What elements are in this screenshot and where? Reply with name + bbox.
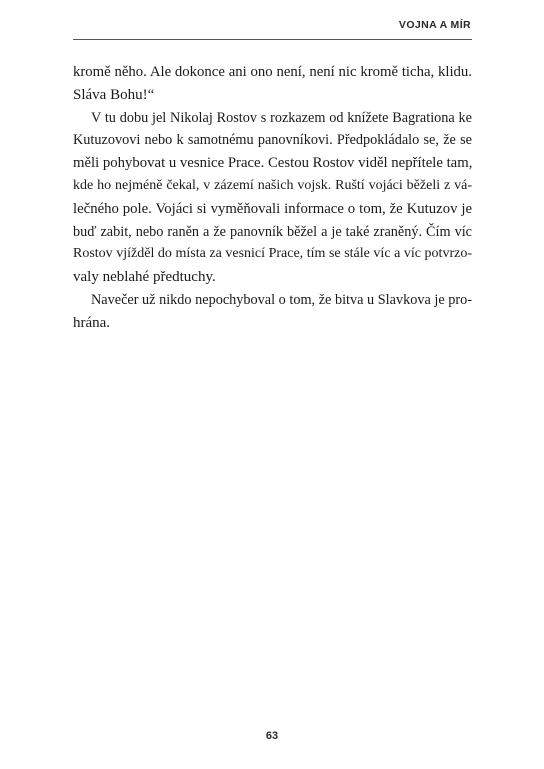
text-line: měli pohybovat u vesnice Prace. Cestou Rostov viděl nepřítele tam, — [73, 155, 473, 172]
running-head-title: VOJNA A MÍR — [398, 19, 471, 31]
text-line: valy neblahé předtuchy. — [73, 269, 216, 286]
body-text — [73, 61, 472, 335]
text-line: kromě něho. Ale dokonce ani ono není, není nic kromě ticha, klidu. — [73, 64, 472, 80]
text-line: Navečer už nikdo nepochyboval o tom, že bitva u Slavkova je pro- — [91, 291, 472, 308]
text-line: Sláva Bohu!“ — [73, 86, 155, 103]
text-line: kde ho nejméně čekal, v zázemí našich vojsk. Ruští vojáci běželi z vá- — [73, 177, 472, 193]
text-line: V tu dobu jel Nikolaj Rostov s rozkazem od knížete Bagrationa ke — [91, 109, 472, 126]
header-rule — [73, 39, 472, 40]
text-line: Rostov vjížděl do místa za vesnicí Prace, tím se stále víc a víc potvrzo- — [73, 246, 472, 262]
page-number: 63 — [265, 730, 279, 742]
text-line: lečného pole. Vojáci si vyměňovali informace o tom, že Kutuzov je — [73, 200, 472, 217]
text-line: Kutuzovovi nebo k samotnému panovníkovi. Předpokládalo se, že se — [73, 132, 472, 149]
text-line: buď zabit, nebo raněn a že panovník běžel a je také zraněný. Čím víc — [73, 223, 472, 240]
text-line: hrána. — [73, 314, 111, 331]
